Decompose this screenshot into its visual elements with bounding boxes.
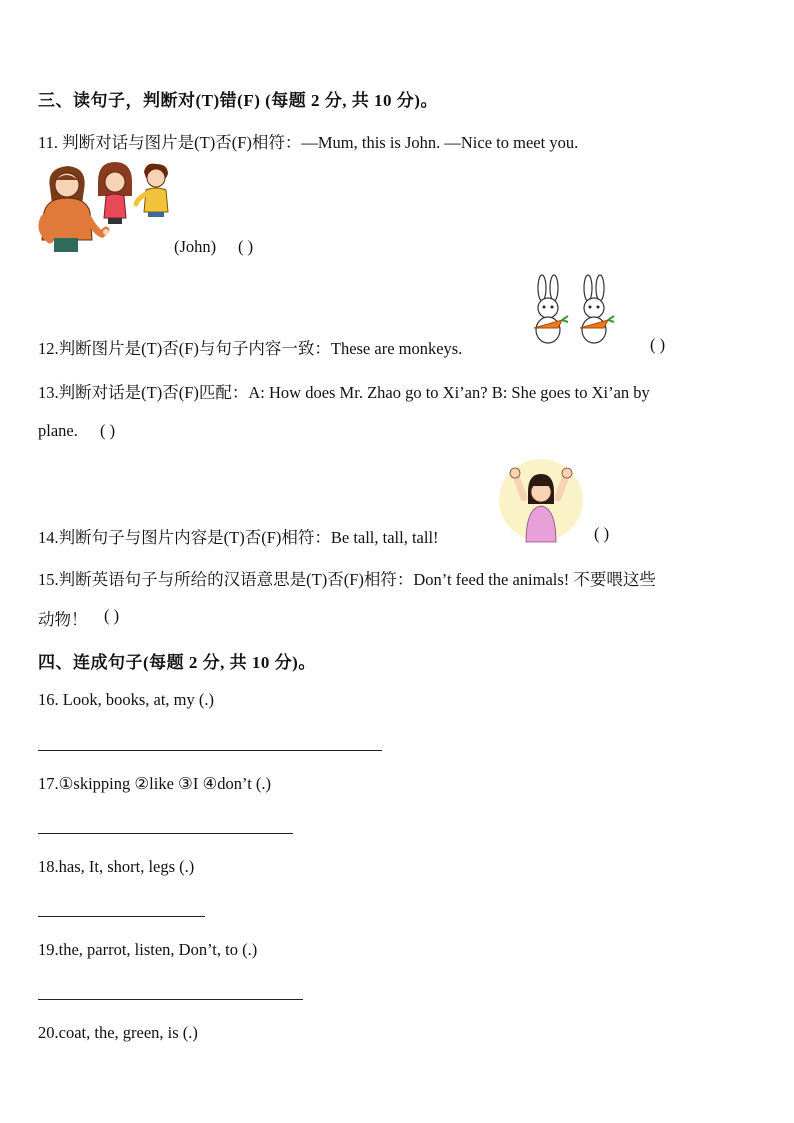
question-13-text-line1: 13.判断对话是(T)否(F)匹配：A: How does Mr. Zhao go to Xi’an? B: She goes to Xi’an by (38, 383, 650, 402)
question-14-answer-paren[interactable]: ( ) (594, 524, 610, 543)
question-14-text: 14.判断句子与图片内容是(T)否(F)相符：Be tall, tall, tall! (38, 528, 439, 547)
boy-figure-icon (136, 164, 168, 217)
question-20-text: 20.coat, the, green, is (.) (38, 1023, 198, 1042)
question-17-answer-line[interactable] (38, 833, 293, 834)
question-13-text-line2: plane. (38, 421, 78, 440)
section4-title: 四、连成句子(每题 2 分, 共 10 分)。 (38, 653, 316, 672)
question-11-caption: (John) (174, 237, 217, 256)
question-12-text: 12.判断图片是(T)否(F)与句子内容一致：These are monkeys. (38, 339, 463, 358)
question-11-text: 11. 判断对话与图片是(T)否(F)相符：—Mum, this is John. —Nice to meet you. (38, 133, 579, 152)
question-12-answer-paren[interactable]: ( ) (650, 335, 666, 354)
question-17-text: 17.①skipping ②like ③I ④don’t (.) (38, 774, 272, 793)
question-19-text: 19.the, parrot, listen, Don’t, to (.) (38, 940, 258, 959)
question-16-text: 16. Look, books, at, my (.) (38, 690, 214, 709)
question-18-text: 18.has, It, short, legs (.) (38, 857, 195, 876)
question-13-answer-paren[interactable]: ( ) (100, 421, 116, 440)
girl-figure-icon (98, 162, 132, 224)
question-15-text-line2: 动物！ (38, 610, 88, 629)
section3-title: 三、读句子，判断对(T)错(F) (每题 2 分, 共 10 分)。 (38, 91, 438, 110)
question-15-answer-paren[interactable]: ( ) (104, 606, 120, 625)
rabbit-figure-icon (580, 275, 614, 343)
question-11-answer-paren[interactable]: ( ) (238, 237, 254, 256)
question-16-answer-line[interactable] (38, 750, 382, 751)
question-18-answer-line[interactable] (38, 916, 205, 917)
rabbits-illustration-icon (528, 276, 622, 348)
question-15-text-line1: 15.判断英语句子与所给的汉语意思是(T)否(F)相符：Don’t feed the animals! 不要喂这些 (38, 570, 656, 589)
rabbit-figure-icon (534, 275, 568, 343)
girl-cheering-illustration-icon (498, 458, 584, 542)
family-illustration-icon (36, 160, 176, 255)
question-19-answer-line[interactable] (38, 999, 303, 1000)
